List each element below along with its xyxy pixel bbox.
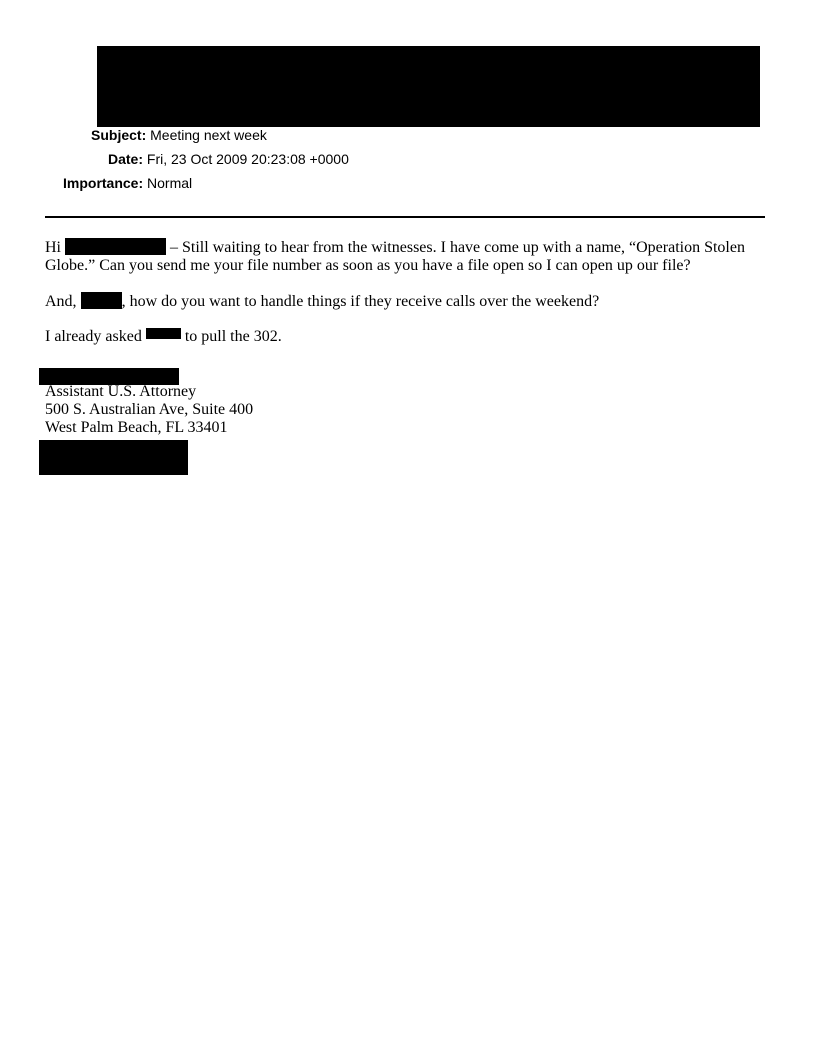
- header-divider: [45, 216, 765, 218]
- name-redaction-2: [81, 292, 122, 309]
- greeting-text: Hi: [45, 239, 61, 256]
- importance-label: Importance:: [63, 175, 144, 191]
- body-paragraph-2: [45, 292, 760, 311]
- paragraph-3-lead: I already asked: [45, 328, 142, 345]
- date-line: [108, 150, 349, 168]
- body-paragraph-3: [45, 328, 760, 346]
- date-label: Date:: [108, 151, 144, 167]
- name-redaction-3: [146, 328, 181, 339]
- paragraph-2-text: , how do you want to handle things if they receive calls over the weekend?: [121, 293, 600, 310]
- signature-address-line-2: West Palm Beach, FL 33401: [45, 419, 228, 436]
- date-value: Fri, 23 Oct 2009 20:23:08 +0000: [146, 151, 349, 167]
- body-paragraph-1: [45, 238, 760, 275]
- signature-title: Assistant U.S. Attorney: [45, 383, 197, 400]
- subject-label: Subject:: [91, 127, 147, 143]
- subject-line: [91, 126, 267, 144]
- paragraph-3-text: to pull the 302.: [184, 328, 282, 345]
- signature-contact-redaction: [39, 440, 188, 475]
- paragraph-1-text: – Still waiting to hear from the witnesses. I have come up with a name, “Operation Stolen Globe.” Can you send me your file number as soon as you have a file open so I can open up our file?: [45, 239, 745, 274]
- importance-value: Normal: [147, 175, 193, 191]
- importance-line: [63, 174, 192, 192]
- header-redaction: [97, 46, 760, 127]
- paragraph-2-lead: And,: [45, 293, 77, 310]
- recipient-name-redaction: [65, 238, 166, 255]
- subject-value: Meeting next week: [150, 127, 267, 143]
- signature-address-line-1: 500 S. Australian Ave, Suite 400: [45, 401, 254, 418]
